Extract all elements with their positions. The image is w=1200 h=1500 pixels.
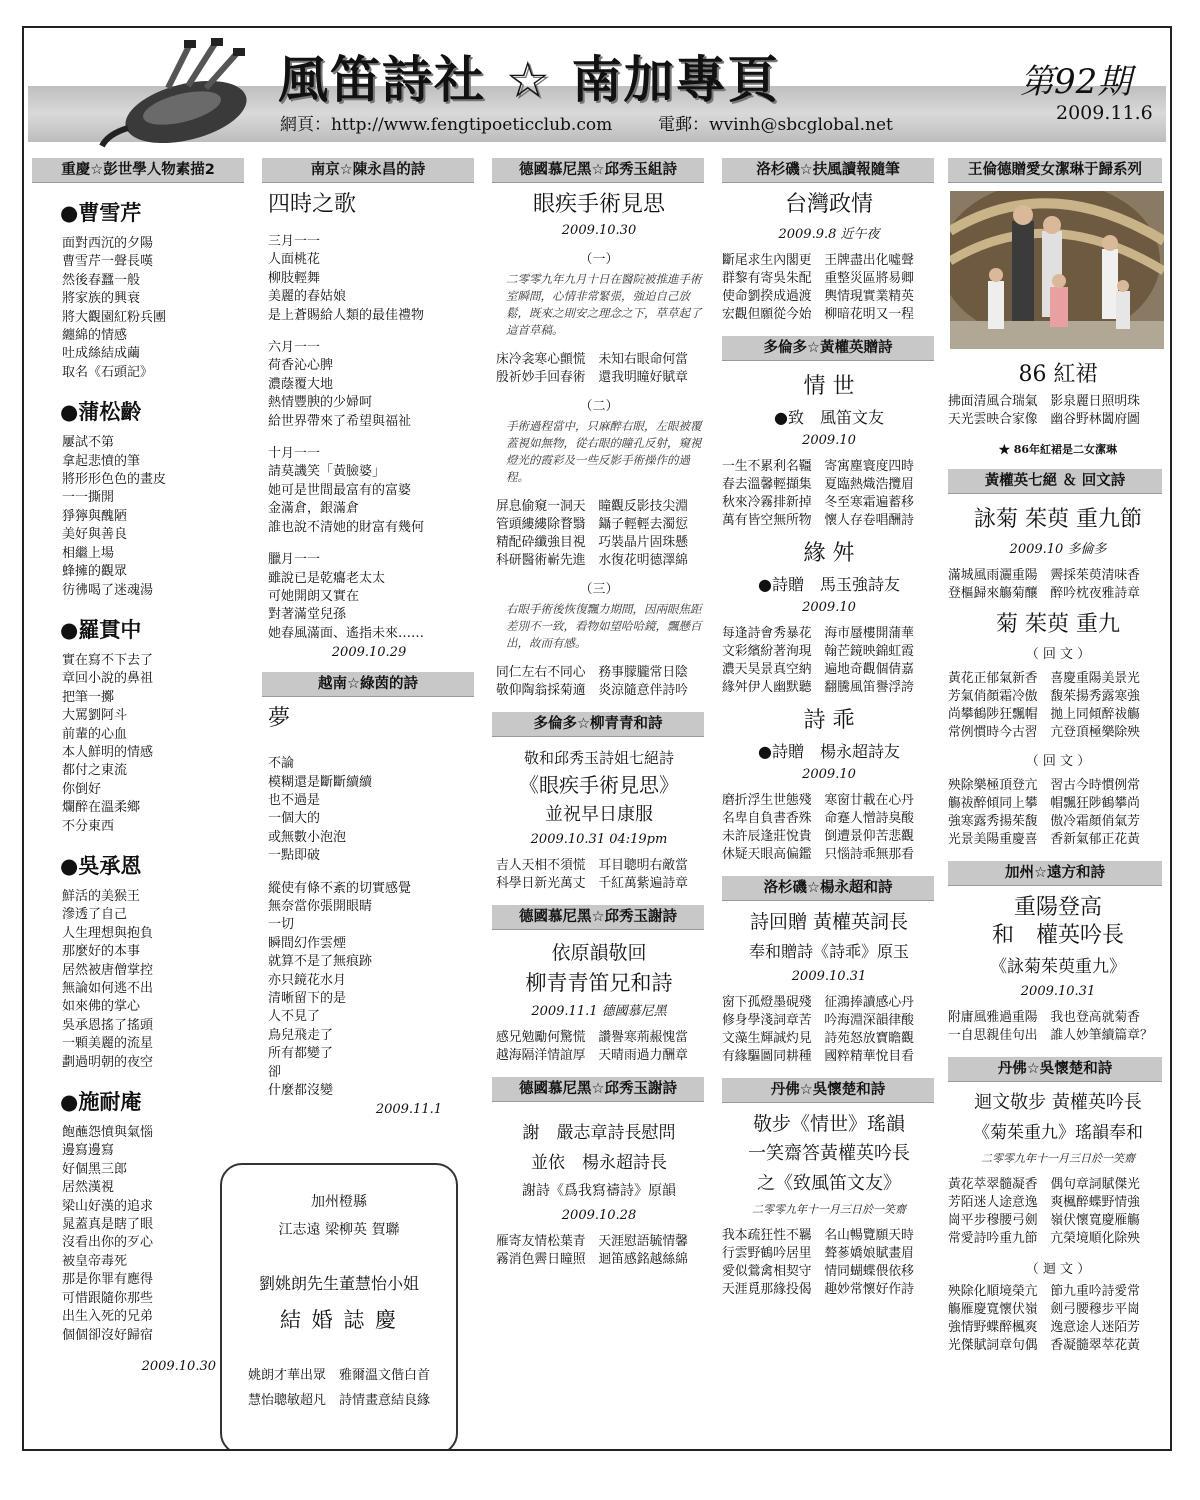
verse	[496, 857, 706, 893]
verse-line: 春去溫馨輕擷集 夏臨熱熾浩攬眉	[722, 477, 914, 492]
poem-body	[62, 434, 246, 600]
poem-line: 一切	[268, 917, 295, 933]
poem-line: 鮮活的美猴王	[62, 888, 141, 904]
poem-line: 什麼都沒變	[268, 1083, 334, 1099]
section-header: 德國慕尼黑☆邱秀玉謝詩	[492, 905, 704, 930]
palindrome-label: （ 迴 文 ）	[1025, 1262, 1091, 1277]
poem-line: 如來佛的掌心	[62, 999, 141, 1015]
poem-title: 敬和邱秀玉詩姐七絕詩	[523, 749, 674, 767]
poem-line: 誰也說不清她的財富有幾何	[268, 519, 425, 535]
poem-line: 劃過明朝的夜空	[62, 1054, 154, 1070]
issue-date: 2009.11.6	[1056, 102, 1153, 124]
part-marker: （二）	[579, 399, 619, 414]
poem-line: 或無數小泡泡	[268, 829, 347, 845]
poem-title: 菊 茱萸 重九	[996, 612, 1120, 637]
poem-line: 那麼好的本事	[62, 944, 141, 960]
poem-line: 金滿倉，銀滿倉	[268, 501, 360, 517]
verse-line: 屏息偷窺一洞天 瞳觀反影技尖淵	[496, 499, 688, 514]
announcement-title: 結 婚 誌 慶	[279, 1308, 399, 1332]
poem-line: 吐成絲結成繭	[62, 346, 141, 362]
stanza	[268, 445, 476, 537]
announcement-couple: 劉姚朗先生董慧怡小姐	[258, 1274, 419, 1293]
verse	[722, 458, 936, 530]
section-header: 王倫德贈愛女潔琳于歸系列	[948, 158, 1162, 183]
verse-line: 行雲野鶴吟居里 聱蔘嬌娘賦畫眉	[722, 1246, 914, 1261]
poem-line: 十月一一	[268, 446, 321, 462]
palindrome-label: （ 回 文 ）	[1025, 647, 1091, 662]
poem-title: 情 世	[803, 374, 855, 399]
poem-body	[62, 235, 246, 382]
verse-line: 科學日新光萬丈 千紅萬紫遍詩章	[496, 876, 688, 891]
verse	[948, 393, 1168, 429]
verse	[948, 1009, 1168, 1045]
verse-line: 殃除樂極頂登亢 習古今時慣例常	[948, 778, 1140, 793]
stanza	[268, 755, 476, 865]
verse-line: 尚攀鶴陟狂飄帽 拋上同傾醉祓觴	[948, 707, 1140, 722]
poem-line: 卻	[268, 1064, 282, 1080]
verse-line: 殃除化順境榮亢 節九重吟詩愛常	[948, 1284, 1140, 1299]
poem-line: 臘月一一	[268, 552, 321, 568]
column-1	[32, 158, 246, 1448]
verse	[948, 1283, 1168, 1355]
poem-line: 不論	[268, 756, 295, 772]
verse	[496, 664, 706, 700]
poem-heading: ●羅貫中	[60, 616, 142, 642]
poem-preface: 二零零九年九月十日在醫院被推進手術室瞬間，心情非常緊張，強迫自己放鬆，既來之則安之理念之下，草草起了這首草稿。	[506, 272, 702, 337]
verse-line: 名卑自負書香殊 命蹇人憎詩臭酸	[722, 811, 914, 826]
verse-line: 殷祈妙手回春術 還我明瞳好賦章	[496, 370, 688, 385]
poem-date: 2009.10.31	[791, 969, 867, 984]
poem-line: 曹雪芹一聲長嘆	[62, 254, 154, 270]
verse	[496, 1029, 706, 1065]
poem-title: 柳青青笛兄和詩	[525, 971, 673, 995]
poem-date: 2009.11.1	[375, 1102, 442, 1118]
verse-line: 黃花正郁氣新香 喜慶重陽美景光	[948, 671, 1140, 686]
poem-line: 一點即破	[268, 848, 321, 864]
poem-title: 夢	[268, 706, 291, 732]
poem-heading: ●曹雪芹	[60, 200, 142, 225]
poem-line: 都付之東流	[62, 763, 128, 779]
verse-line: 有緣驅圖同耕種 國粹精華悅目看	[722, 1049, 914, 1064]
verse	[722, 994, 936, 1066]
poem-line: 人不見了	[268, 1009, 321, 1025]
poem-date: 2009.10.29	[331, 645, 407, 661]
section-header: 德國慕尼黑☆邱秀玉組詩	[492, 158, 704, 183]
verse-line: 拂面清風合瑞氣 影泉麗日照明珠	[948, 394, 1140, 409]
verse-line: 常例慣時今古習 亢登頂極樂除殃	[948, 725, 1140, 740]
verse-line: 濃天昊景真空納 遍地奇觀個倩嘉	[722, 662, 914, 677]
poem-line: 所有都變了	[268, 1046, 334, 1062]
verse-line: 文藻生輝誠灼見 詩苑怒放寶瞻觀	[722, 1031, 914, 1046]
poem-date: 2009.10.31	[1020, 984, 1096, 999]
poem-line: 那是你罪有應得	[62, 1272, 154, 1288]
poem-line: 亦只鏡花水月	[268, 972, 347, 988]
newspaper-page	[22, 26, 1172, 1451]
masthead	[28, 32, 1166, 150]
verse-line: 群黎有寄吳朱配 重整災區將易卿	[722, 271, 914, 286]
poem-line: 也不過是	[268, 792, 321, 808]
poem-date: 2009.10	[802, 767, 856, 782]
poem-line: 一個大的	[268, 811, 321, 827]
announcement-origin: 加州橙縣	[311, 1194, 367, 1210]
section-header: 丹佛☆吳懷楚和詩	[722, 1078, 934, 1103]
verse-line: 秋來冷霧排新掉 冬至寒霜遍蓄移	[722, 495, 914, 510]
poem-line: 不分東西	[62, 818, 115, 834]
verse-line: 天涯覓那緣投偈 趣妙常懷好作詩	[722, 1282, 914, 1297]
stanza	[268, 233, 476, 325]
poem-line: 好個黑三郎	[62, 1161, 128, 1177]
poem-title: 敬步《情世》瑤韻	[752, 1113, 905, 1135]
verse	[722, 1227, 936, 1299]
section-header: 洛杉磯☆扶風讀報隨筆	[722, 158, 934, 183]
poem-line: 可她開朗又實在	[268, 588, 360, 604]
verse-line: 科研醫術嶄先進 水復花明德澤綿	[496, 553, 688, 568]
email-link[interactable]: 電郵：wvinh@sbcglobal.net	[658, 115, 893, 135]
poem-line: 拿起悲憤的筆	[62, 453, 141, 469]
poem-title: 一笑齋答黃權英吟長	[748, 1143, 910, 1164]
family-photo	[950, 191, 1164, 349]
poem-title: 重陽登高	[1013, 895, 1102, 920]
poem-line: 出生入死的兄弟	[62, 1309, 154, 1325]
verse-line: 霧消色霽日瞳照 迴笛感銘越絲綿	[496, 1252, 688, 1267]
poem-title: 迴文敬步 黃權英吟長	[974, 1092, 1142, 1113]
verse-line: 宏觀但願從今始 柳暗花明又一程	[722, 307, 914, 322]
verse-line: 磨折浮生世態殘 寒窗廿載在心丹	[722, 793, 914, 808]
verse	[722, 252, 936, 324]
poem-line: 爛醉在溫柔鄉	[62, 800, 141, 816]
verse-line: 愛似鶯禽相契守 情同蝴蝶偎依移	[722, 1264, 914, 1279]
poem-line: 實在寫不下去了	[62, 652, 154, 668]
verse-line: 光景美陽重慶喜 香新氣郁正花黃	[948, 832, 1140, 847]
poem-line: 個個卻沒好歸宿	[62, 1327, 154, 1343]
verse	[948, 670, 1168, 742]
column-5	[948, 158, 1168, 1448]
poem-line: 把筆一擲	[62, 689, 115, 705]
poem-heading: ●施耐庵	[60, 1089, 142, 1115]
column-2	[262, 158, 476, 1163]
poem-line: 熱情豐腴的少婦呵	[268, 395, 373, 411]
verse-line: 芳陌迷人途意逸 爽楓醉蝶野情強	[948, 1195, 1140, 1210]
section-header: 丹佛☆吳懷楚和詩	[948, 1057, 1162, 1082]
poem-title: 詠菊 茱萸 重九節	[974, 507, 1142, 532]
poem-title: 奉和贈詩《詩乖》原玉	[748, 942, 909, 961]
poem-heading: ●蒲松齡	[60, 399, 142, 425]
verse-line: 管頭縷縷除瞀翳 鑷子輕輕去濁愆	[496, 517, 688, 532]
section-header: 越南☆綠茵的詩	[262, 672, 474, 697]
verse-line: 天光雲映合家像 幽谷野林闔府圖	[948, 412, 1140, 427]
poem-line: 柳肢輕舞	[268, 270, 321, 286]
verse	[948, 777, 1168, 849]
verse-line: 芳氣俏顏霜冷傲 馥茱揚秀露寒強	[948, 689, 1140, 704]
verse-line: 緣舛伊人幽默聽 翻騰風笛譽浮誇	[722, 680, 914, 695]
website-link[interactable]: 網頁：http://www.fengtipoeticclub.com	[280, 115, 613, 135]
verse-line: 床冷衾寒心顫慌 未知右眼命何當	[496, 352, 688, 367]
verse	[722, 792, 936, 864]
poem-line: 濃蔭覆大地	[268, 376, 334, 392]
poem-title: 詩回贈 黃權英詞長	[749, 911, 909, 933]
issue-number: 第92期	[1020, 62, 1132, 102]
poem-line: 吳承恩搖了搖頭	[62, 1017, 154, 1033]
poem-line: 美麗的春姑娘	[268, 289, 347, 305]
poem-line: 她可是世間最富有的富婆	[268, 482, 412, 498]
verse-line: 我本疏狂性不羈 名山暢覽願天時	[722, 1228, 914, 1243]
verse-line: 使命劉揆成過渡 輿情現實業精英	[722, 289, 914, 304]
section-header: 重慶☆彭世學人物素描2	[32, 158, 244, 183]
poem-body	[62, 652, 246, 836]
column-4	[722, 158, 936, 1448]
poem-line: 無奈當你張開眼睛	[268, 898, 373, 914]
verse-line: 崗平步穆腰弓劍 嶺伏懷寬慶雁觴	[948, 1213, 1140, 1228]
poem-title: 和 權英吟長	[991, 923, 1124, 948]
verse-line: 一自思親佳句出 誰人妙筆續篇章？	[948, 1028, 1153, 1043]
section-header: 黃權英七絕 ＆ 回文詩	[948, 469, 1162, 494]
poem-line: 滲透了自己	[62, 907, 128, 923]
poem-dedication: ●詩贈 馬玉強詩友	[758, 575, 900, 594]
poem-line: 人面桃花	[268, 252, 321, 268]
verse-line: 精配砕纖強目視 巧裝晶片固珠懸	[496, 535, 688, 550]
poem-heading: ●吳承恩	[60, 852, 142, 878]
verse-line: 黃花萃翠髓凝香 偶句章詞賦傑光	[948, 1177, 1140, 1192]
verse	[722, 625, 936, 697]
section-header: 多倫多☆黃權英贈詩	[722, 336, 934, 361]
poem-line: 將形形色色的畫皮	[62, 472, 167, 488]
poem-line: 瞬間幻作雲煙	[268, 935, 347, 951]
poem-line: 章回小說的鼻祖	[62, 671, 154, 687]
verse-line: 未許辰逢莊悅貴 倒遭景仰苦悲觀	[722, 829, 914, 844]
poem-title: 緣 舛	[803, 541, 855, 566]
poem-line: 人生理想與抱負	[62, 925, 154, 941]
poem-line: 可惜跟隨你那些	[62, 1290, 154, 1306]
poem-date: 2009.10	[802, 433, 856, 448]
poem-line: 縱使有條不紊的切實感覺	[268, 880, 412, 896]
verse-line: 每逢詩會秀暴花 海市蜃樓開蒲華	[722, 626, 914, 641]
poem-line: 清晰留下的是	[268, 991, 347, 1006]
verse-line: 越海隔洋情誼厚 天晴雨過力酬章	[496, 1048, 688, 1063]
verse	[948, 567, 1168, 603]
poem-dedication: ●詩贈 楊永超詩友	[758, 742, 900, 761]
masthead-title: 風笛詩社 ☆ 南加專頁	[278, 51, 780, 109]
verse-line: 修身學淺詞章苦 吟海淵深韻律酸	[722, 1013, 914, 1028]
poem-line: 給世界帶來了希望與福祉	[268, 413, 412, 429]
poem-line: 將家族的興衰	[62, 291, 141, 307]
poem-line: 然後春蠶一般	[62, 272, 141, 288]
photo-note: ★ 86年紅裙是二女潔琳	[998, 443, 1118, 456]
poem-line: 一一撕開	[62, 490, 115, 506]
poem-title: 詩 乖	[803, 708, 855, 733]
section-header: 加州☆遠方和詩	[948, 861, 1162, 886]
poem-title: 四時之歌	[268, 192, 357, 217]
verse	[496, 1233, 706, 1269]
poem-line: 荷香沁心脾	[268, 358, 334, 374]
poem-line: 彷彿喝了迷魂湯	[62, 582, 154, 598]
photo-caption: 86 紅裙	[1018, 362, 1098, 387]
verse-line: 觴祓醉傾同上攀 帽飄狂陟鶴攀尚	[948, 796, 1140, 811]
poem-line: 將大觀園紅粉兵團	[62, 309, 167, 325]
poem-line: 居然被唐僧掌控	[62, 962, 154, 978]
poem-line: 梁山好漢的追求	[62, 1198, 154, 1214]
verse-line: 光傑賦詞章句偶 香凝髓翠萃花黃	[948, 1338, 1140, 1353]
poem-title: 台灣政情	[784, 192, 873, 217]
poem-line: 飽蘸怨憤與氣惱	[62, 1125, 154, 1141]
verse	[496, 498, 706, 570]
poem-line: 是上蒼賜給人類的最佳禮物	[268, 307, 425, 323]
verse-line: 同仁左右不同心 務事朦朧常日陰	[496, 665, 688, 680]
poem-body	[62, 888, 246, 1072]
poem-date: 2009.10.30	[561, 223, 637, 238]
poem-line: 猙獰與醜陋	[62, 508, 128, 524]
poem-line: 本人鮮明的情感	[62, 744, 154, 760]
poem-line: 蜂擁的觀眾	[62, 564, 128, 580]
poem-line: 六月一一	[268, 340, 321, 356]
poem-line: 對著滿堂兒孫	[268, 607, 347, 623]
poem-title: 並依 楊永超詩長	[531, 1153, 667, 1173]
poem-title: 謝 嚴志章詩長慰問	[522, 1123, 676, 1143]
verse-line: 強情野蝶醉楓爽 逸意途人迷陌芳	[948, 1320, 1140, 1335]
poem-date: 2009.10.30	[141, 1358, 216, 1374]
verse	[496, 351, 706, 387]
couplet-line: 姚朗才華出眾 雅爾溫文偕白首	[247, 1368, 430, 1383]
bagpipe-logo-icon	[98, 38, 258, 150]
poem-line: 三月一一	[268, 234, 321, 249]
poem-date: 2009.9.8 近午夜	[778, 227, 880, 242]
verse-line: 強寒露秀揚茱馥 傲冷霜顏俏氣芳	[948, 814, 1140, 829]
poem-title: 之《致風笛文友》	[757, 1173, 901, 1194]
verse-line: 登樞歸來觴菊釀 醉吟枕夜雅詩章	[948, 586, 1140, 601]
poem-line: 居然漢視	[62, 1180, 115, 1196]
poem-title: 並祝早日康服	[545, 804, 653, 825]
poem-line: 雖說已是乾癟老太太	[268, 570, 386, 586]
section-header: 南京☆陳永昌的詩	[262, 158, 474, 183]
verse-line: 斷尾求生內閣更 王牌盡出化噓聲	[722, 253, 914, 268]
poem-line: 無論如何逃不出	[62, 981, 154, 996]
poem-title: 謝詩《爲我寫禱詩》原韻	[522, 1183, 676, 1199]
verse-line: 萬有皆空無所物 懷人存卷唱酬詩	[722, 513, 914, 528]
poem-preface: 手術過程當中，只麻醉右眼，左眼被覆蓋視如無物，從右眼的瞳孔反射，窺視燈光的霞彩及一些反影手術操作的過程。	[506, 419, 702, 484]
poem-date: 2009.10.28	[561, 1208, 637, 1223]
verse-line: 吉人天相不須慌 耳目聰明右敵當	[496, 858, 688, 873]
section-header: 洛杉磯☆楊永超和詩	[722, 876, 934, 901]
verse-line: 敬仰陶翁採菊適 炎涼隨意伴詩吟	[496, 683, 688, 698]
poem-preface: 右眼手術後恢復飄力期間，因兩眼焦距差別不一致，看物如望哈哈鏡，飄懸百出，故而有感。	[506, 602, 702, 650]
poem-line: 面對西沉的夕陽	[62, 236, 154, 251]
poem-line: 就算不是了無痕跡	[268, 954, 373, 970]
verse-line: 雁寄友情松葉青 天涯慰語毓情馨	[496, 1234, 688, 1249]
verse-line: 一生不累利名韁 寄寓塵寰度四時	[722, 459, 914, 474]
verse-line: 常愛詩吟重九節 亢榮境順化除殃	[948, 1231, 1140, 1246]
verse-line: 窗下孤燈墨硯殘 征鴻捧讀感心丹	[722, 995, 914, 1010]
poem-line: 模糊還是斷斷續續	[268, 774, 373, 790]
poem-line: 美好與善良	[62, 527, 128, 543]
poem-line: 纏綿的情感	[62, 328, 128, 344]
poem-line: 邊寫邊寫	[62, 1143, 115, 1159]
verse-line: 觴雁慶寬懷伏嶺 劍弓腰穆步平崗	[948, 1302, 1140, 1317]
poem-title: 眼疾手術見思	[532, 192, 665, 217]
poem-date: 2009.10.31 04:19pm	[530, 832, 668, 847]
poem-line: 鳥兒飛走了	[268, 1027, 334, 1043]
verse-line: 休疑天眼高偏鑑 只惱詩乖無那看	[722, 847, 914, 862]
poem-title: 依原韻敬回	[551, 942, 647, 964]
poem-line: 前輩的心血	[62, 726, 128, 742]
palindrome-label: （ 回 文 ）	[1025, 754, 1091, 769]
verse-line: 附庸風雅過重陽 我也登高就菊香	[948, 1010, 1140, 1025]
column-3	[492, 158, 706, 1448]
stanza	[268, 880, 476, 1101]
poem-line: 取名《石頭記》	[62, 364, 154, 380]
poem-date: 二零零九年十一月三日於一笑齋	[752, 1203, 906, 1216]
stanza	[268, 339, 476, 431]
poem-body	[62, 1124, 246, 1345]
part-marker: （一）	[579, 252, 619, 267]
poem-title: 《菊茱重九》瑤韻奉和	[973, 1123, 1143, 1143]
poem-line: 你倒好	[62, 781, 102, 797]
poem-title: 《眼疾手術見思》	[519, 773, 679, 797]
couplet-line: 慧怡聰敏超凡 詩情畫意結良緣	[247, 1393, 430, 1408]
poem-line: 她春風滿面、遙指未來……	[268, 625, 425, 641]
section-header: 多倫多☆柳青青和詩	[492, 712, 704, 737]
poem-line: 請莫譏笑「黃臉婆」	[268, 464, 386, 480]
section-header: 德國慕尼黑☆邱秀玉謝詩	[492, 1077, 704, 1102]
poem-date: 2009.10	[802, 600, 856, 615]
part-marker: （三）	[579, 582, 619, 597]
verse-line: 感兄勉勵何驚慌 讚譽寒荊赧愧當	[496, 1030, 688, 1045]
poem-line: 大罵劉阿斗	[62, 708, 128, 724]
poem-line: 一顆美麗的流星	[62, 1036, 154, 1052]
announcement-senders: 江志遠 梁柳英 賀聯	[278, 1222, 400, 1238]
poem-date: 2009.11.1 德國慕尼黑	[531, 1004, 667, 1019]
poem-date: 2009.10 多倫多	[1009, 542, 1107, 557]
verse-line: 滿城風雨灑重陽 霽採茱萸清味香	[948, 568, 1140, 583]
poem-line: 屢試不第	[62, 435, 115, 451]
poem-dedication: ●致 風笛文友	[774, 408, 884, 427]
poem-line: 晁蓋真是瞎了眼	[62, 1217, 154, 1233]
wedding-announcement-box	[220, 1163, 458, 1451]
verse-line: 文彩繽紛著洵現 翰芒鏡映錦虹霞	[722, 644, 914, 659]
poem-line: 相繼上場	[62, 545, 115, 561]
poem-title: 《詠菊茱萸重九》	[990, 957, 1126, 977]
stanza	[268, 551, 476, 643]
poem-line: 被皇帝毒死	[62, 1253, 128, 1269]
verse	[948, 1176, 1168, 1248]
poem-line: 沒看出你的歹心	[62, 1235, 154, 1251]
poem-date: 二零零九年十一月三日於一笑齋	[981, 1152, 1135, 1165]
